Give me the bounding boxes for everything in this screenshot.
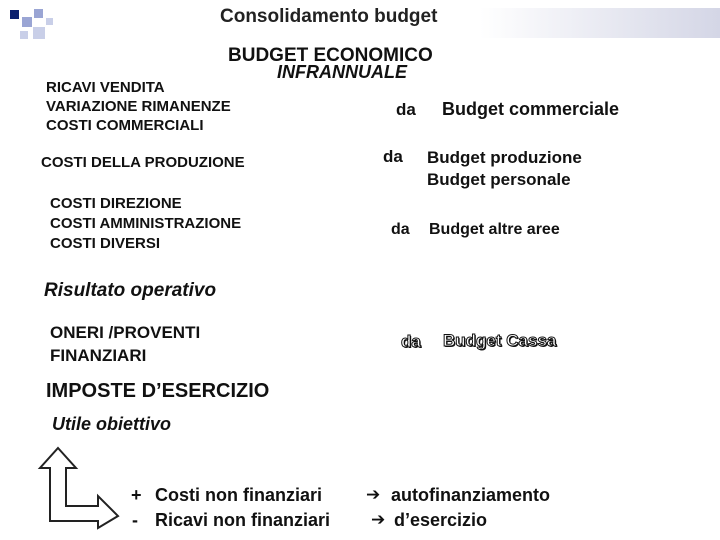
header-gradient-bar (480, 8, 720, 38)
da-label-4: da (401, 332, 421, 351)
minus-sign: - (132, 510, 138, 530)
budget-personale-label: Budget personale (427, 170, 571, 189)
item-variazione-rimanenze: VARIAZIONE RIMANENZE (46, 98, 231, 115)
item-oneri-proventi (50, 321, 200, 367)
item-costi-produzione: COSTI DELLA PRODUZIONE (41, 154, 245, 171)
budget-produzione-label: Budget produzione (427, 148, 582, 167)
item-oneri-line2: FINANZIARI (50, 346, 147, 365)
da-label-2: da (383, 147, 403, 166)
item-costi-amministrazione: COSTI AMMINISTRAZIONE (50, 215, 242, 232)
plus-sign: + (131, 485, 142, 505)
left-group-ricavi (46, 78, 231, 135)
item-risultato-operativo: Risultato operativo (44, 280, 217, 301)
arrow-right-icon-1: ➔ (366, 485, 381, 505)
logo-square-light-4 (20, 31, 28, 39)
logo-square-light-1 (22, 17, 32, 27)
logo-square-light-2 (34, 9, 43, 18)
da-label-1: da (396, 100, 416, 119)
logo-square-light-5 (46, 18, 53, 25)
item-oneri-line1: ONERI /PROVENTI (50, 323, 201, 342)
budget-cassa-label: Budget Cassa (443, 331, 557, 350)
item-costi-diversi: COSTI DIVERSI (50, 235, 161, 252)
ricavi-non-finanziari: Ricavi non finanziari (155, 510, 331, 530)
budget-altre-aree-label: Budget altre aree (429, 221, 560, 238)
budget-produzione-personale (427, 147, 582, 191)
logo-square-light-3 (33, 27, 45, 39)
da-label-3: da (391, 221, 410, 238)
d-esercizio-label: d’esercizio (394, 510, 488, 530)
item-costi-direzione: COSTI DIREZIONE (50, 195, 182, 212)
item-costi-commerciali: COSTI COMMERCIALI (46, 117, 204, 134)
bend-arrow-icon (36, 446, 136, 530)
slide-heading-line2: INFRANNUALE (277, 62, 407, 82)
logo-square-navy (10, 10, 19, 19)
item-ricavi-vendita: RICAVI VENDITA (46, 79, 165, 96)
item-imposte-esercizio: IMPOSTE D’ESERCIZIO (46, 380, 270, 402)
costi-non-finanziari: Costi non finanziari (155, 485, 323, 505)
header-title: Consolidamento budget (220, 6, 438, 27)
budget-commerciale-label: Budget commerciale (442, 99, 620, 119)
arrow-right-icon-2: ➔ (371, 510, 386, 530)
autofinanziamento-label: autofinanziamento (391, 485, 551, 505)
left-group-costi (50, 194, 241, 254)
item-utile-obiettivo: Utile obiettivo (52, 414, 172, 434)
slide-heading-line1: BUDGET ECONOMICO (228, 45, 433, 66)
